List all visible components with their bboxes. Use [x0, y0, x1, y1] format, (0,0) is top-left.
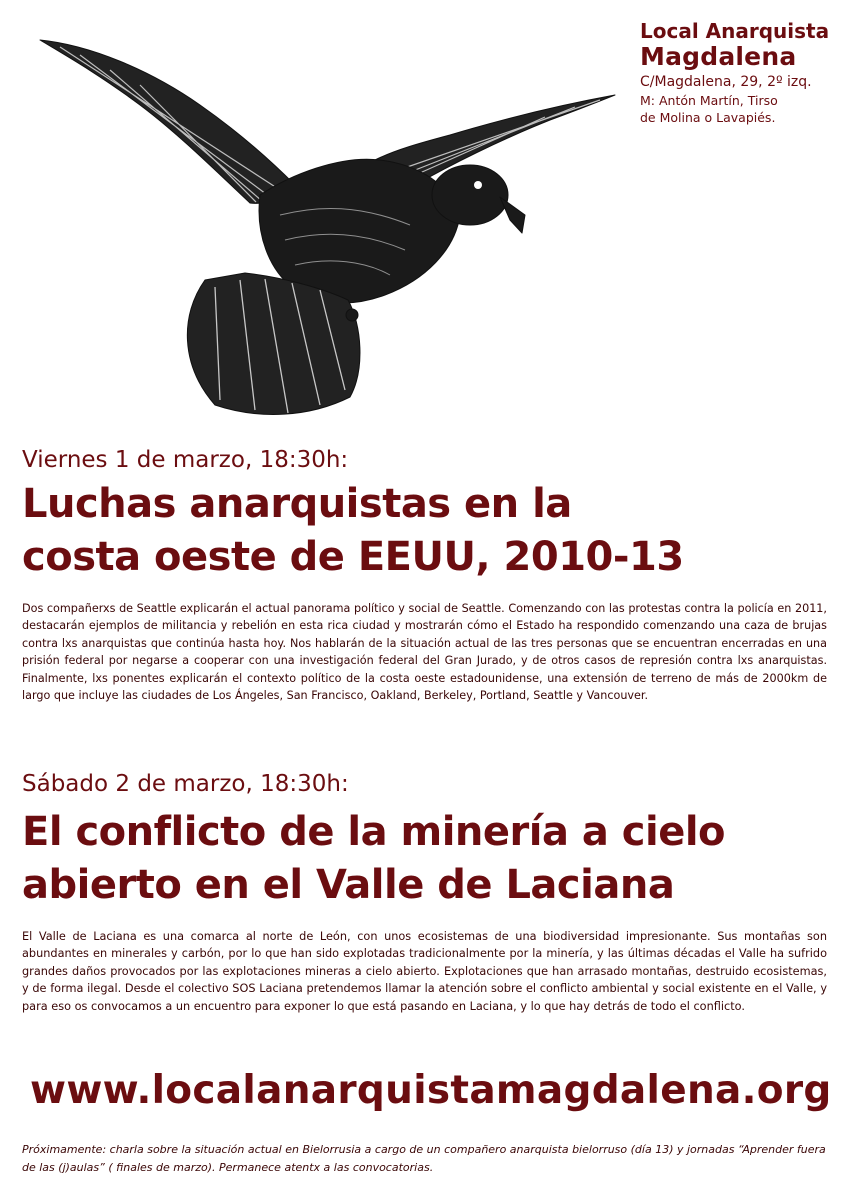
event1-title-line2: costa oeste de EEUU, 2010-13: [22, 534, 684, 580]
venue-metro-line1: M: Antón Martín, Tirso: [640, 92, 778, 108]
event1-title-line1: Luchas anarquistas en la: [22, 481, 572, 527]
website-url[interactable]: www.localanarquistamagdalena.org: [30, 1068, 832, 1113]
venue-info: [640, 20, 840, 127]
event2-description: El Valle de Laciana es una comarca al norte de León, con unos ecosistemas de una biodiversidad impresionante. Sus montañas son abundantes en minerales y carbón, por lo que han sido explotadas tradicionalmente por la minería, y las últimas décadas el Valle ha sufrido grandes daños provocados por las explotaciones mineras a cielo abierto. Explotaciones que han arrasado montañas, destruido ecosistemas, y de forma ilegal. Desde el colectivo SOS Laciana pretendemos llamar la atención sobre el conflicto ambiental y social existente en el Valle, y para eso os convocamos a un encuentro para exponer lo que está pasando en Laciana, y lo que hay detrás de todo el conflicto.: [22, 930, 827, 1013]
event1-title: [22, 478, 842, 584]
event2-title: [22, 806, 842, 912]
venue-name-line1: Local Anarquista: [640, 19, 830, 43]
event1-description: Dos compañerxs de Seattle explicarán el actual panorama político y social de Seattle. Comenzando con las protestas contra la policía en 2011, destacarán ejemplos de militancia y rebelión en esta rica ciudad y mostrarán cómo el Estado ha respondido comenzando una caza de brujas contra lxs anarquistas que continúa hasta hoy. Nos hablarán de la situación actual de las tres personas que se encuentran encerradas en una prisión federal por negarse a cooperar con una investigación federal del Gran Jurado, y de otros casos de represión contra lxs anarquistas. Finalmente, lxs ponentes explicarán el contexto político de la costa oeste estadounidense, una extensión de terreno de más de 2000km de largo que incluye las ciudades de Los Ángeles, San Francisco, Oakland, Berkeley, Portland, Seattle y Vancouver.: [22, 602, 827, 703]
event1-datetime: Viernes 1 de marzo, 18:30h:: [22, 447, 349, 473]
venue-name-line2: Magdalena: [640, 42, 797, 71]
venue-metro-line2: de Molina o Lavapiés.: [640, 110, 776, 126]
venue-address: C/Magdalena, 29, 2º izq.: [640, 73, 812, 90]
event2-title-line1: El conflicto de la minería a cielo: [22, 809, 726, 855]
upcoming-events-note: Próximamente: charla sobre la situación actual en Bielorrusia a cargo de un compañero anarquista bielorruso (día 13) y jornadas “Aprender fuera de las (j)aulas” ( finales de marzo). Permanece atentx a las convocatorias.: [22, 1143, 826, 1174]
event2-title-line2: abierto en el Valle de Laciana: [22, 862, 675, 908]
hummingbird-illustration: [30, 25, 620, 425]
event2-datetime: Sábado 2 de marzo, 18:30h:: [22, 771, 349, 797]
